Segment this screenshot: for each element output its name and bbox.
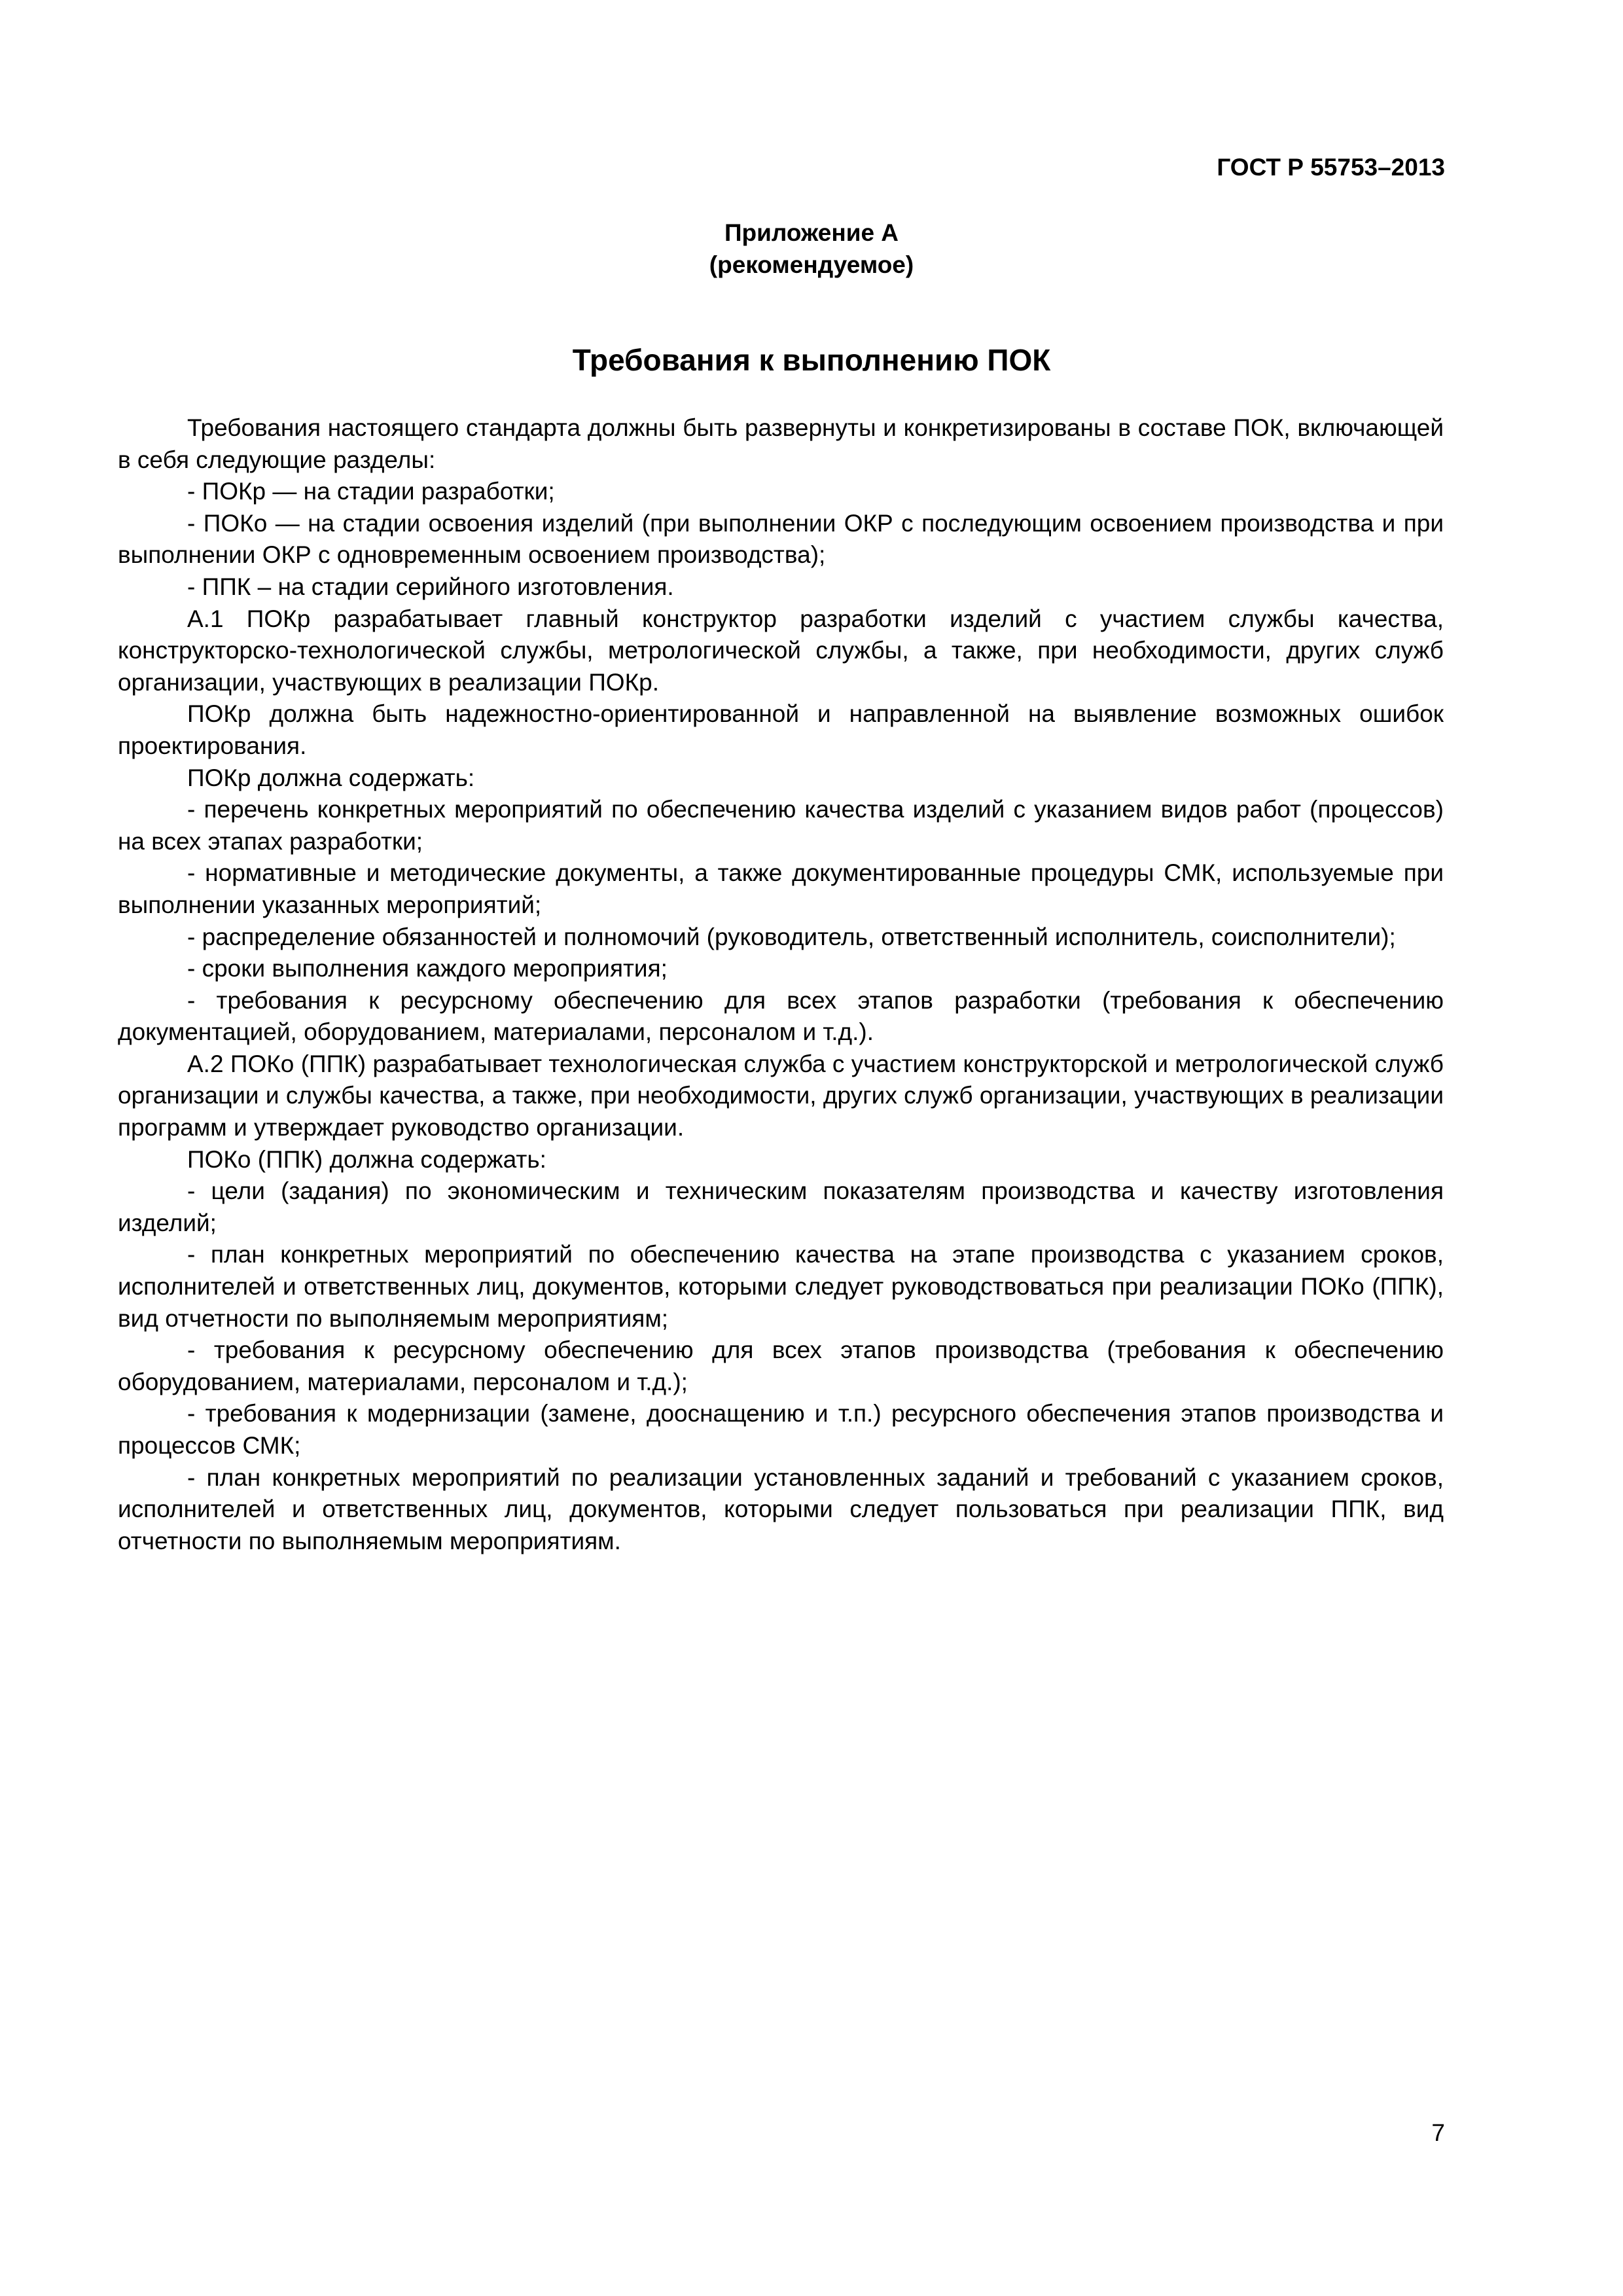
list-item: - план конкретных мероприятий по реализации установленных заданий и требований с указанием сроков, исполнителей и ответственных лиц, документов, которыми следует пользоваться при реализации ППК, вид отчетности по выполняемым мероприятиям. xyxy=(118,1463,1444,1554)
paragraph: А.2 ПОКо (ППК) разрабатывает технологическая служба с участием конструкторской и метрологической служб организации и службы качества, а также, при необходимости, других служб организации, участвующих в реализации программ и утверждает руководство организации. xyxy=(118,1050,1444,1141)
list-item: - ППК – на стадии серийного изготовления. xyxy=(187,573,674,600)
document-code: ГОСТ Р 55753–2013 xyxy=(1217,154,1445,181)
appendix-label: Приложение А xyxy=(724,219,899,246)
paragraph: ПОКр должна содержать: xyxy=(187,764,475,791)
section-title: Требования к выполнению ПОК xyxy=(572,343,1051,377)
paragraph: А.1 ПОКр разрабатывает главный конструктор разработки изделий с участием службы качества, конструкторско-технологической службы, метрологической службы, а также, при необходимости, других служб организации, участвующих в реализации ПОКр. xyxy=(118,605,1444,696)
paragraph: ПОКр должна быть надежностно-ориентированной и направленной на выявление возможных ошибок проектирования. xyxy=(118,700,1444,759)
paragraph: Требования настоящего стандарта должны быть развернуты и конкретизированы в составе ПОК, включающей в себя следующие разделы: xyxy=(118,414,1444,473)
page-number: 7 xyxy=(1431,2119,1445,2146)
appendix-status: (рекомендуемое) xyxy=(709,251,914,278)
list-item: - цели (задания) по экономическим и техническим показателям производства и качеству изготовления изделий; xyxy=(118,1177,1444,1236)
paragraph: ПОКо (ППК) должна содержать: xyxy=(187,1145,546,1173)
list-item: - распределение обязанностей и полномочий (руководитель, ответственный исполнитель, соисполнители); xyxy=(187,923,1396,950)
list-item: - ПОКо — на стадии освоения изделий (при выполнении ОКР с последующим освоением производства и при выполнении ОКР с одновременным освоением производства); xyxy=(118,509,1444,569)
list-item: - сроки выполнения каждого мероприятия; xyxy=(187,955,668,982)
list-item: - перечень конкретных мероприятий по обеспечению качества изделий с указанием видов работ (процессов) на всех этапах разработки; xyxy=(118,796,1444,855)
appendix-heading xyxy=(0,217,1623,281)
list-item: - нормативные и методические документы, а также документированные процедуры СМК, используемые при выполнении указанных мероприятий; xyxy=(118,859,1444,918)
list-item: - требования к модернизации (замене, дооснащению и т.п.) ресурсного обеспечения этапов производства и процессов СМК; xyxy=(118,1400,1444,1459)
list-item: - требования к ресурсному обеспечению для всех этапов разработки (требования к обеспечению документацией, оборудованием, материалами, персоналом и т.д.). xyxy=(118,986,1444,1046)
list-item: - требования к ресурсному обеспечению для всех этапов производства (требования к обеспечению оборудованием, материалами, персоналом и т.д.); xyxy=(118,1336,1444,1395)
body-text xyxy=(118,412,1444,1557)
list-item: - ПОКр — на стадии разработки; xyxy=(187,478,555,505)
list-item: - план конкретных мероприятий по обеспечению качества на этапе производства с указанием сроков, исполнителей и ответственных лиц, документов, которыми следует руководствоваться при реализации ПОКо (ППК), вид отчетности по выполняемым мероприятиям; xyxy=(118,1241,1444,1332)
